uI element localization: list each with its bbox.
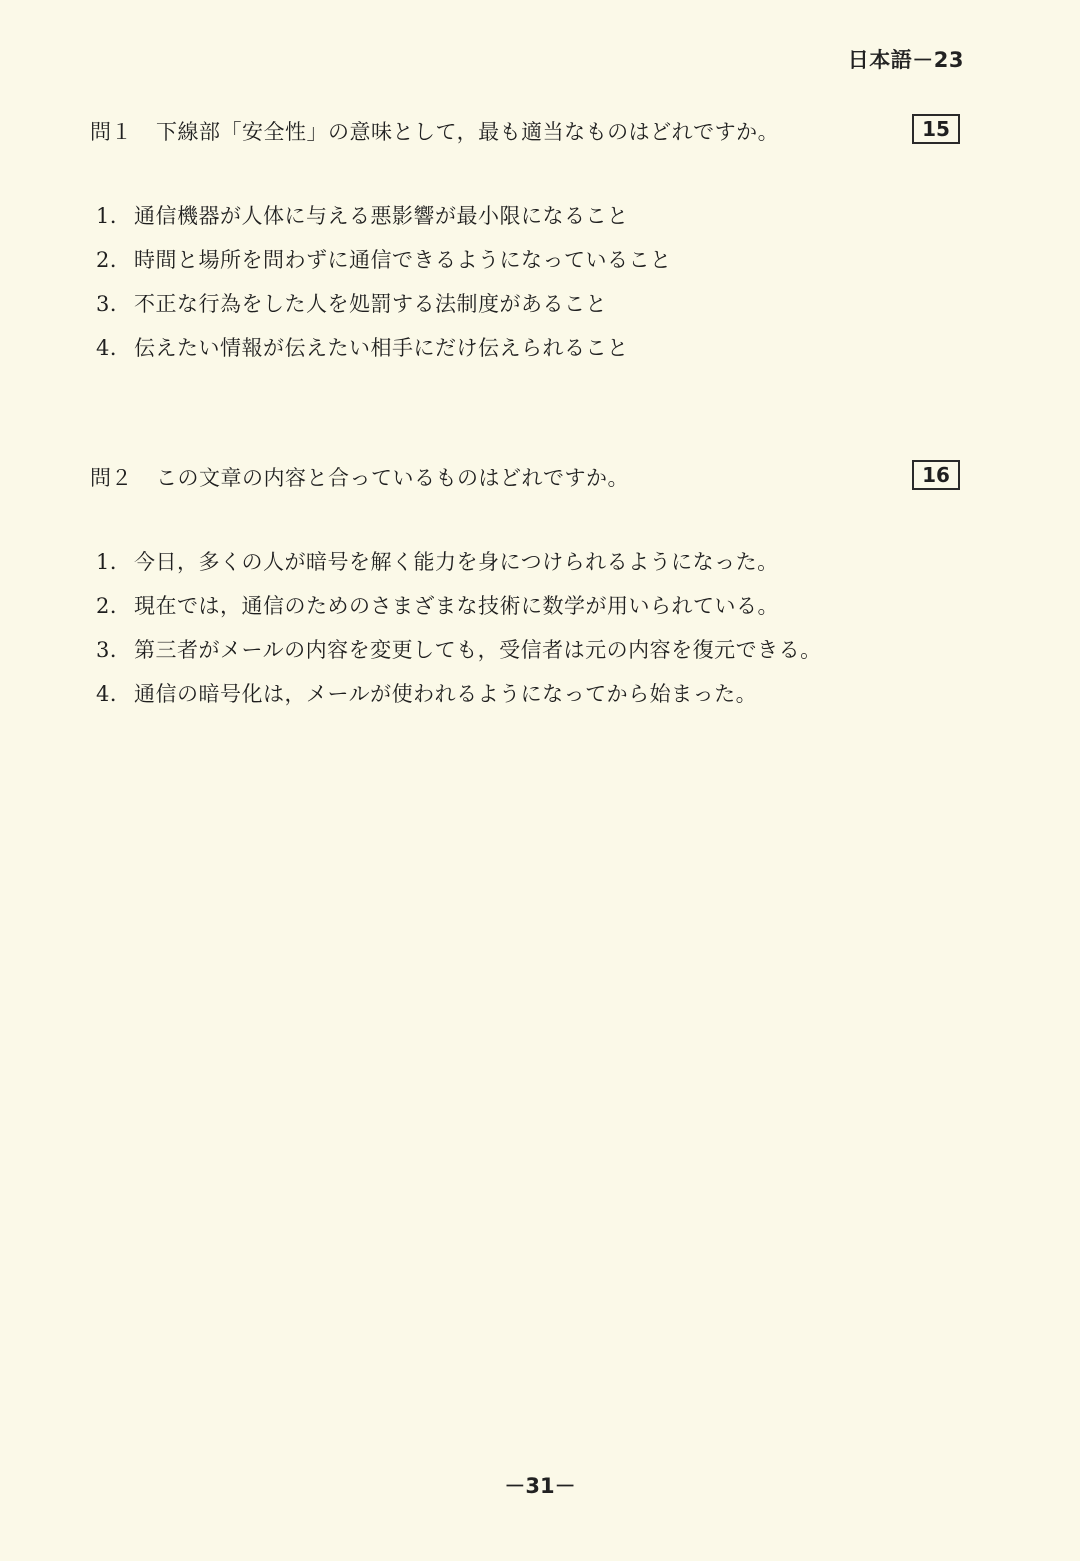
option-text: 今日，多くの人が暗号を解く能力を身につけられるようになった。 bbox=[134, 550, 779, 574]
question-1 bbox=[90, 112, 960, 376]
question-2-option-2 bbox=[90, 590, 960, 634]
question-2-heading bbox=[90, 458, 960, 494]
question-1-answer-box: 15 bbox=[912, 114, 960, 144]
question-2-number: 問２ bbox=[90, 466, 132, 490]
option-number: 4． bbox=[96, 336, 132, 360]
option-number: 1． bbox=[96, 550, 132, 574]
question-2-options bbox=[90, 546, 960, 722]
option-text: 現在では，通信のためのさまざまな技術に数学が用いられている。 bbox=[134, 594, 779, 618]
option-number: 2． bbox=[96, 594, 132, 618]
page-number: －31－ bbox=[504, 1474, 576, 1498]
option-text: 時間と場所を問わずに通信できるようになっていること bbox=[134, 248, 672, 272]
question-2-text: この文章の内容と合っているものはどれですか。 bbox=[156, 466, 629, 490]
option-number: 2． bbox=[96, 248, 132, 272]
option-text: 通信機器が人体に与える悪影響が最小限になること bbox=[134, 204, 629, 228]
page-header-label: 日本語－23 bbox=[847, 48, 964, 72]
option-text: 伝えたい情報が伝えたい相手にだけ伝えられること bbox=[134, 336, 629, 360]
option-number: 3． bbox=[96, 638, 132, 662]
option-number: 3． bbox=[96, 292, 132, 316]
question-2 bbox=[90, 458, 960, 722]
option-number: 1． bbox=[96, 204, 132, 228]
question-2-answer-box: 16 bbox=[912, 460, 960, 490]
question-1-option-1 bbox=[90, 200, 960, 244]
question-1-text: 下線部「安全性」の意味として，最も適当なものはどれですか。 bbox=[156, 120, 780, 144]
question-2-option-1 bbox=[90, 546, 960, 590]
question-1-options bbox=[90, 200, 960, 376]
question-1-number: 問１ bbox=[90, 120, 132, 144]
question-1-option-3 bbox=[90, 288, 960, 332]
question-1-option-2 bbox=[90, 244, 960, 288]
option-text: 第三者がメールの内容を変更しても，受信者は元の内容を復元できる。 bbox=[134, 638, 822, 662]
question-1-option-4 bbox=[90, 332, 960, 376]
option-number: 4． bbox=[96, 682, 132, 706]
option-text: 不正な行為をした人を処罰する法制度があること bbox=[134, 292, 607, 316]
question-2-option-3 bbox=[90, 634, 960, 678]
question-2-option-4 bbox=[90, 678, 960, 722]
option-text: 通信の暗号化は，メールが使われるようになってから始まった。 bbox=[134, 682, 758, 706]
question-1-heading bbox=[90, 112, 960, 148]
